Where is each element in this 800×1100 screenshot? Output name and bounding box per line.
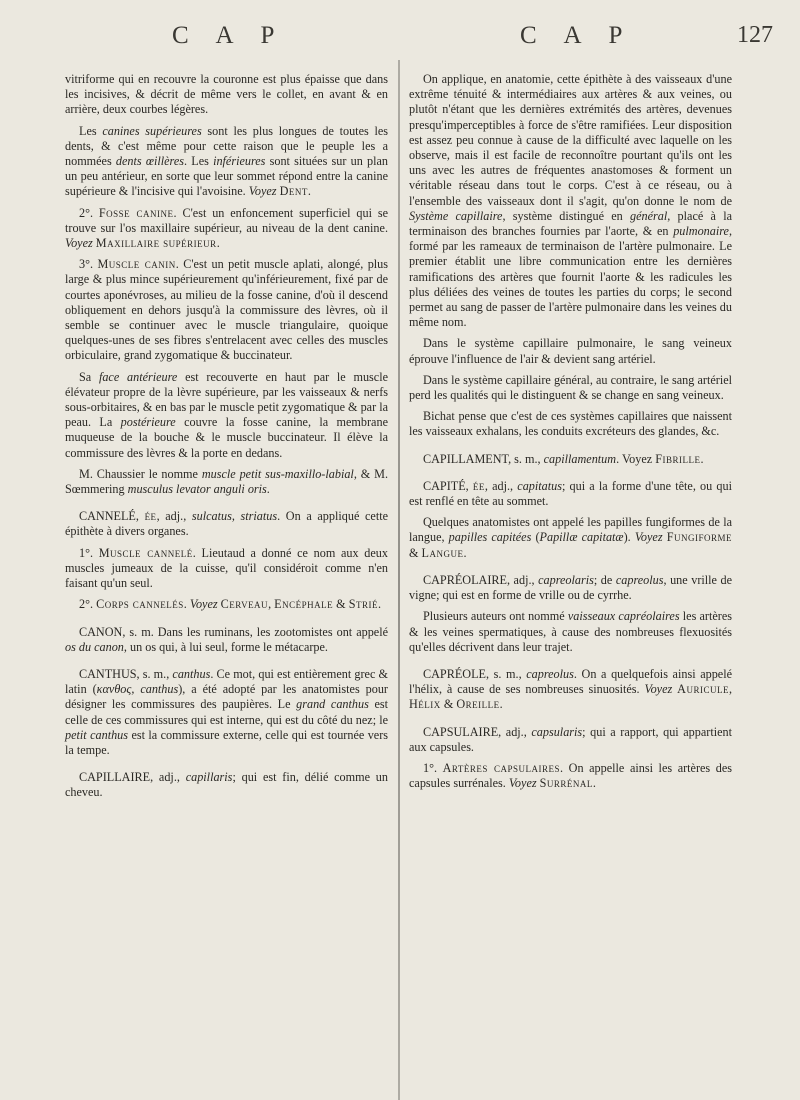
cross-reference: Maxillaire supérieur: [95, 236, 217, 251]
text-run: Dans le système capillaire pulmonaire, le sang veineux éprouve l'influence de l'air & devient sang artériel.: [409, 336, 732, 366]
italic-term: Voyez: [65, 236, 93, 251]
paragraph-r7: [409, 515, 732, 561]
text-run: Quelques anatomistes ont appelé les papilles fungiformes de la langue,: [409, 515, 732, 545]
italic-term: capreolus: [615, 572, 664, 587]
cross-reference: Cerveau: [220, 597, 269, 612]
text-run: 1°.: [79, 545, 99, 560]
italic-term: os du canon: [65, 639, 124, 654]
text-run: , une vrille de vigne; qui est en forme de vrille ou de cyrrhe.: [409, 572, 733, 603]
text-run: ; de: [593, 572, 616, 587]
cross-reference: Langue: [421, 545, 464, 560]
text-run: CANNELÉ,: [79, 509, 145, 524]
cross-reference: Strié: [348, 597, 378, 612]
italic-term: dents œillères: [115, 154, 184, 169]
italic-term: Papillæ capitatæ: [539, 530, 624, 545]
italic-term: canthus: [172, 666, 211, 681]
text-run: 1°.: [423, 760, 443, 775]
italic-term: Voyez: [644, 682, 673, 697]
text-run: 2°.: [79, 597, 97, 612]
italic-term: canines supérieures: [102, 123, 202, 138]
text-run: les artères & les veines spermatiques, à cause des nombreuses flexuosités qu'elles décrivent dans leur trajet.: [409, 609, 732, 654]
italic-term: papilles capitées: [448, 530, 532, 545]
cross-reference: Corps cannelés: [96, 597, 184, 612]
page-number: 127: [737, 22, 773, 48]
text-run: vitriforme qui en recouvre la couronne est plus épaisse que dans les incisives, & décrit de même vers le collet, en avant & en arrière, deux courbes légères.: [65, 72, 388, 117]
text-run: .: [216, 236, 220, 251]
paragraph-l6: [65, 467, 388, 497]
italic-term: capillaris: [185, 770, 233, 785]
paragraph-l4: [65, 257, 388, 363]
italic-term: capreolaris: [538, 572, 594, 587]
text-run: Dans le système capillaire général, au contraire, le sang artériel perd les qualités qui le distinguent & se change en sang veineux.: [409, 372, 732, 403]
italic-term: petit canthus: [65, 727, 129, 742]
text-run: , adj.,: [484, 478, 518, 493]
running-head-right: C A P: [520, 22, 634, 49]
italic-term: Voyez: [189, 597, 218, 612]
text-run: . On a appliqué cette épithète à divers organes.: [65, 509, 388, 539]
text-run: sont situées sur un plan un peu antérieur, en sorte que leur sommet répond entre la canine supérieure & l'incisive qui l'avoisine.: [65, 154, 388, 199]
paragraph-r1: [409, 72, 732, 330]
italic-term: capreolus: [526, 666, 574, 681]
paragraph-l7: [65, 509, 388, 539]
italic-term: musculus levator anguli oris: [127, 482, 267, 497]
text-run: ; qui a la forme d'une tête, ou qui est renflé en tête au sommet.: [409, 478, 733, 509]
paragraph-l1: [65, 72, 388, 118]
text-run: . Les: [184, 154, 214, 169]
text-run: Les: [79, 123, 103, 138]
text-run: . Voyez: [616, 451, 656, 466]
text-run: . C'est un enfoncement superficiel qui se trouve sur l'os maxillaire supérieur, au niveau de la dent canine.: [65, 205, 388, 235]
italic-term: sulcatus, striatus: [191, 509, 278, 524]
paragraph-r3: [409, 373, 732, 403]
italic-term: général: [630, 208, 668, 223]
column-gutter: [398, 60, 400, 1100]
italic-term: Voyez: [634, 530, 663, 545]
cross-reference: Oreille: [456, 697, 500, 712]
italic-term: inférieures: [213, 154, 266, 169]
text-run: .: [592, 776, 596, 791]
italic-term: muscle petit sus-maxillo-labial: [201, 466, 354, 481]
paragraph-r2: [409, 336, 732, 366]
cross-reference: ée: [472, 478, 485, 493]
cross-reference: Fosse canine: [98, 205, 174, 220]
text-run: CAPSULAIRE, adj.,: [423, 724, 532, 739]
text-run: .: [183, 597, 190, 612]
text-run: . On a quelquefois ainsi appelé l'hélix, à cause de ses nombreuses sinuosités.: [409, 666, 732, 697]
text-run: est celle de ces commissures qui est interne, qui est du côté du nez; le: [65, 697, 389, 727]
text-run: CANTHUS, s. m.,: [79, 666, 173, 681]
paragraph-l11: [65, 667, 388, 758]
text-run: , adj.,: [156, 509, 192, 524]
paragraph-r12: [409, 761, 732, 791]
text-run: .: [499, 697, 503, 712]
cross-reference: ée: [144, 509, 157, 524]
italic-term: face antérieure: [98, 369, 178, 384]
text-run: .: [377, 597, 382, 612]
paragraph-r10: [409, 667, 732, 713]
paragraph-r5: [409, 452, 732, 467]
text-run: CAPRÉOLE, s. m.,: [423, 666, 527, 681]
cross-reference: Muscle cannelé: [98, 545, 193, 560]
paragraph-l5: [65, 370, 388, 461]
text-run: &: [409, 545, 422, 560]
left-column: [65, 72, 388, 807]
italic-term: capillamentum: [543, 451, 617, 466]
text-run: On applique, en anatomie, cette épithète à des vaisseaux d'une extrême ténuité & intermédiaires aux artères & aux veines, ou plutôt n'étant que les dernières extrémités des artères, devenues presqu'imperceptibles à force de s'être ramifiées. Leur disposition est assez peu connue à cause de la difficulté avec laquelle on les observe, mais il est facile de reconnoître pourtant qu'ils ont les uns avec les autres de fréquentes anastomoses & forment un véritable réseau dans tout le corps. C'est à ce réseau, ou à l'ensemble des vaisseaux dont il s'agit, qu'on donne le nom de: [409, 72, 732, 208]
paragraph-l10: [65, 625, 388, 655]
text-run: sont les plus longues de toutes les dents, & c'est même pour cette raison que le peuple les a nommées: [65, 123, 388, 169]
cross-reference: Encéphale: [274, 597, 334, 612]
text-run: . Lieutaud a donné ce nom aux deux muscles jumeaux de la cuisse, qu'il considéroit comme n'en faisant qu'un seul.: [65, 545, 388, 591]
text-run: ,: [728, 682, 733, 697]
italic-term: Voyez: [248, 184, 277, 199]
text-run: couvre la fosse canine, la membrane muqueuse de la bouche & le muscle buccinateur. Il élève la commissure des lèvres & la porte en dedans.: [65, 415, 388, 460]
cross-reference: Fungiforme: [666, 530, 732, 545]
text-run: M. Chaussier le nomme: [79, 466, 202, 481]
italic-term: grand canthus: [296, 697, 369, 712]
cross-reference: Hélix: [409, 697, 441, 712]
text-run: ,: [268, 597, 275, 612]
text-run: .: [700, 451, 704, 466]
text-run: Bichat pense que c'est de ces systèmes capillaires que naissent les vaisseaux exhalans, les conduits excréteurs des glandes, &c.: [409, 409, 732, 439]
paragraph-r8: [409, 573, 732, 603]
right-column: [409, 72, 732, 797]
text-run: ).: [623, 530, 635, 545]
text-run: &: [440, 697, 457, 712]
cross-reference: Fibrille: [655, 451, 701, 466]
paragraph-l12: [65, 770, 388, 800]
italic-term: postérieure: [120, 415, 176, 430]
paragraph-r9: [409, 609, 732, 655]
italic-term: capsularis: [531, 724, 583, 739]
text-run: ), a été adopté par les anatomistes pour désigner les commissures des paupières. Le: [65, 682, 388, 712]
text-run: , placé à la terminaison des branches fournies par l'aorte, & en: [409, 208, 733, 239]
text-run: , un os qui, à lui seul, forme le métacarpe.: [123, 639, 328, 654]
text-run: CAPILLAMENT, s. m.,: [423, 451, 544, 466]
text-run: , système distingué en: [502, 208, 631, 223]
cross-reference: Muscle canin: [97, 257, 176, 272]
running-head-left: C A P: [172, 22, 286, 49]
text-run: .: [307, 184, 311, 199]
paragraph-l8: [65, 546, 388, 592]
text-run: CAPILLAIRE, adj.,: [79, 770, 186, 785]
text-run: , & M. Sœmmering: [65, 466, 388, 497]
text-run: .: [463, 545, 467, 560]
text-run: CAPITÉ,: [423, 478, 473, 493]
cross-reference: Dent: [279, 184, 308, 199]
cross-reference: Surrénal: [539, 776, 593, 791]
paragraph-r6: [409, 479, 732, 509]
italic-term: κανθος, canthus: [96, 682, 179, 697]
text-run: , formé par les rameaux de terminaison de l'artère pulmonaire. Le premier établit une libre communication entre les dernières ramifications des artères que fournit l'aorte & les radicules les plus déliées des veines de toutes les parties du corps; le second permet au sang de passer de l'artère pulmonaire dans les veines du même nom.: [409, 224, 732, 330]
italic-term: pulmonaire: [673, 224, 729, 239]
text-run: est recouverte en haut par le muscle élévateur propre de la lèvre supérieure, par les vaisseaux & nerfs sous-orbitaires, & en bas par le muscle petit zygomatique & par la peau. La: [65, 369, 389, 430]
text-run: (: [531, 530, 540, 545]
text-run: ; qui a rapport, qui appartient aux capsules.: [409, 724, 732, 754]
text-run: . Ce mot, qui est entièrement grec & latin (: [65, 666, 388, 697]
text-run: Sa: [79, 369, 99, 384]
text-run: est la commissure externe, celle qui est tournée vers la tempe.: [65, 727, 388, 757]
text-run: 2°.: [79, 205, 99, 220]
paragraph-l9: [65, 597, 388, 612]
text-run: .: [266, 482, 270, 497]
text-run: &: [333, 597, 349, 612]
italic-term: Voyez: [508, 776, 537, 791]
paragraph-r11: [409, 725, 732, 755]
text-run: CANON, s. m. Dans les ruminans, les zootomistes ont appelé: [79, 624, 388, 639]
text-run: . C'est un petit muscle aplati, alongé, plus large & plus mince supérieurement qu'inférieurement, fixé par de courtes aponévroses, au milieu de la fosse canine, d'où il descend obliquement en dehors jusqu'à la commissure des lèvres, où il semble se continuer avec le muscle triangulaire, quoique quelques-unes de ses fibres s'entrelacent avec celles des muscles orbiculaire, grand zygomatique & buccinateur.: [65, 257, 389, 363]
cross-reference: Auricule: [677, 682, 729, 697]
paragraph-l3: [65, 206, 388, 252]
text-run: Plusieurs auteurs ont nommé: [423, 609, 568, 624]
cross-reference: Artères capsulaires: [442, 760, 561, 775]
paragraph-l2: [65, 124, 388, 200]
italic-term: capitatus: [517, 478, 562, 493]
text-run: . On appelle ainsi les artères des capsules surrénales.: [409, 760, 733, 791]
paragraph-r4: [409, 409, 732, 439]
text-run: 3°.: [79, 257, 98, 272]
text-run: CAPRÉOLAIRE, adj.,: [423, 572, 539, 587]
italic-term: Système capillaire: [409, 208, 503, 223]
italic-term: vaisseaux capréolaires: [567, 609, 680, 624]
text-run: ; qui est fin, délié comme un cheveu.: [65, 770, 388, 800]
